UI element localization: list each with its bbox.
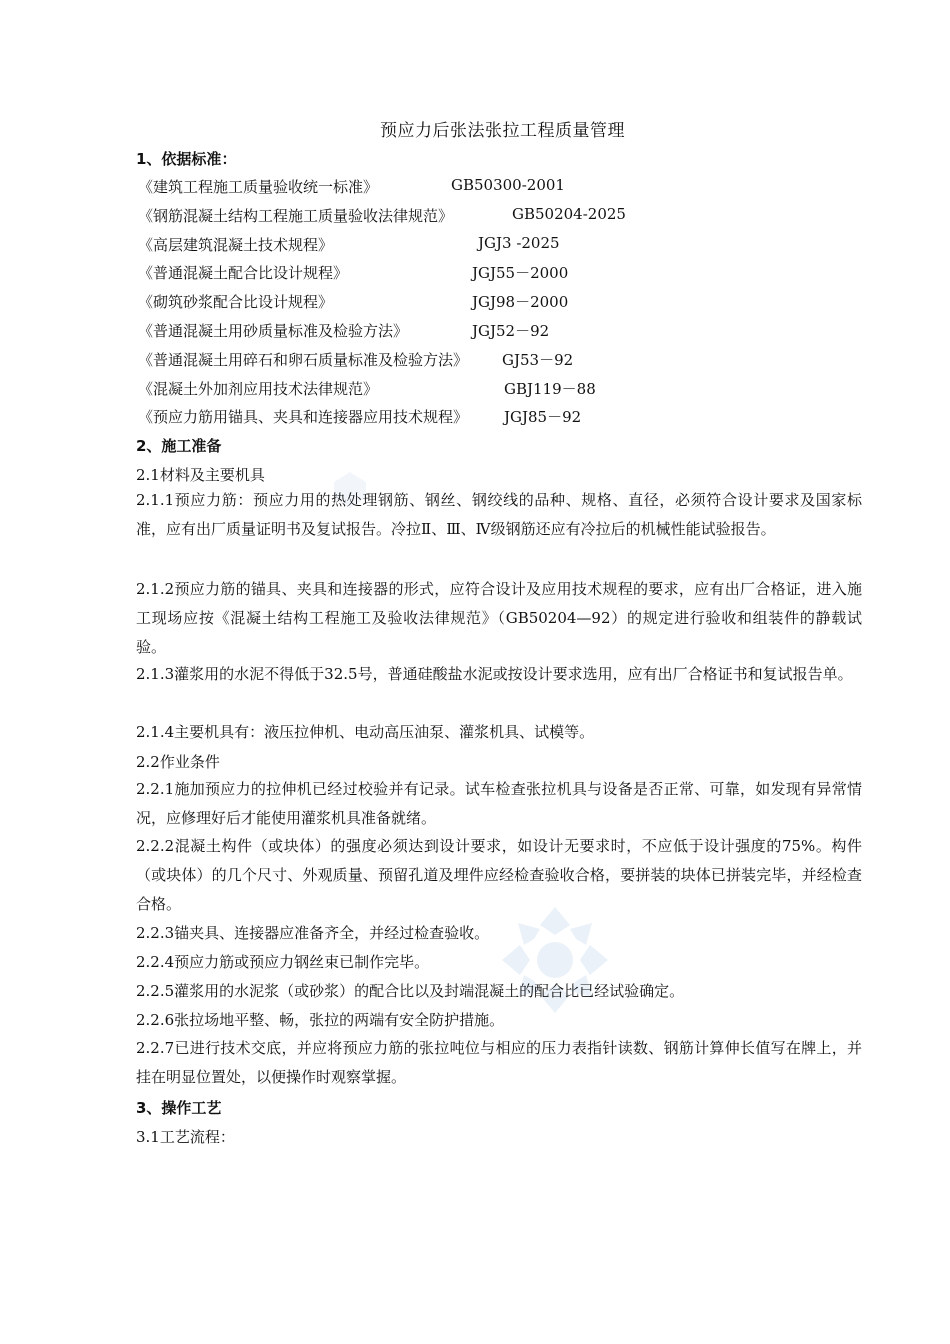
subsection-2-2: 2.2作业条件: [136, 753, 220, 771]
document-title: 预应力后张法张拉工程质量管理: [380, 121, 625, 141]
section-3-heading: 3、操作工艺: [136, 1099, 222, 1117]
standard-name: 《预应力筋用锚具、夹具和连接器应用技术规程》: [138, 408, 469, 426]
standard-name: 《混凝土外加剂应用技术法律规范》: [138, 380, 379, 398]
paragraph-2-1-4: 2.1.4主要机具有：液压拉伸机、电动高压油泵、灌浆机具、试模等。: [136, 723, 595, 741]
standard-code: JGJ55－2000: [472, 264, 569, 282]
standard-name: 《高层建筑混凝土技术规程》: [138, 236, 334, 254]
subsection-3-1: 3.1工艺流程：: [136, 1128, 235, 1146]
paragraph-2-2-3: 2.2.3锚夹具、连接器应准备齐全，并经过检查验收。: [136, 924, 490, 942]
paragraph-2-2-5: 2.2.5灌浆用的水泥浆（或砂浆）的配合比以及封端混凝土的配合比已经试验确定。: [136, 982, 685, 1000]
standard-code: JGJ98－2000: [472, 293, 569, 311]
paragraph-2-2-1: 2.2.1施加预应力的拉伸机已经过校验并有记录。试车检查张拉机具与设备是否正常、可靠，如发现有异常情况，应修理好后才能使用灌浆机具准备就绪。: [136, 780, 862, 827]
standard-code: GB50300-2001: [451, 176, 565, 194]
standard-name: 《钢筋混凝土结构工程施工质量验收法律规范》: [138, 207, 454, 225]
standard-code: GJ53－92: [502, 351, 574, 369]
section-1-heading: 1、依据标准：: [136, 150, 237, 168]
paragraph-2-1-1: 2.1.1预应力筋：预应力用的热处理钢筋、钢丝、钢绞线的品种、规格、直径，必须符合设计要求及国家标准，应有出厂质量证明书及复试报告。冷拉Ⅱ、Ⅲ、Ⅳ级钢筋还应有冷拉后的机械性能试验报告。: [136, 491, 862, 538]
standard-code: GB50204-2025: [512, 205, 626, 223]
paragraph-2-1-3: 2.1.3灌浆用的水泥不得低于32.5号，普通硅酸盐水泥或按设计要求选用，应有出厂合格证书和复试报告单。: [136, 665, 853, 683]
standard-name: 《普通混凝土配合比设计规程》: [138, 264, 349, 282]
standard-name: 《砌筑砂浆配合比设计规程》: [138, 293, 334, 311]
standard-code: JGJ3 -2025: [478, 234, 560, 252]
standard-name: 《普通混凝土用砂质量标准及检验方法》: [138, 322, 409, 340]
paragraph-2-2-4: 2.2.4预应力筋或预应力钢丝束已制作完毕。: [136, 953, 430, 971]
standard-name: 《普通混凝土用碎石和卵石质量标准及检验方法》: [138, 351, 469, 369]
subsection-2-1: 2.1材料及主要机具: [136, 466, 265, 484]
paragraph-2-1-2: 2.1.2预应力筋的锚具、夹具和连接器的形式，应符合设计及应用技术规程的要求，应有出厂合格证，进入施工现场应按《混凝土结构工程施工及验收法律规范》（GB50204—92）的规定进行验收和组装件的静载试验。: [136, 580, 862, 656]
section-2-heading: 2、施工准备: [136, 437, 222, 455]
standard-name: 《建筑工程施工质量验收统一标准》: [138, 178, 379, 196]
standard-code: JGJ52－92: [472, 322, 550, 340]
paragraph-2-2-6: 2.2.6张拉场地平整、畅，张拉的两端有安全防护措施。: [136, 1011, 505, 1029]
paragraph-2-2-7: 2.2.7已进行技术交底，并应将预应力筋的张拉吨位与相应的压力表指针读数、钢筋计算伸长值写在牌上，并挂在明显位置处，以便操作时观察掌握。: [136, 1039, 862, 1086]
standard-code: GBJ119－88: [504, 380, 596, 398]
paragraph-2-2-2: 2.2.2混凝土构件（或块体）的强度必须达到设计要求，如设计无要求时，不应低于设计强度的75%。构件（或块体）的几个尺寸、外观质量、预留孔道及埋件应经检查验收合格，要拼装的块体已拼装完毕，并经检查合格。: [136, 837, 862, 913]
standard-code: JGJ85－92: [504, 408, 582, 426]
